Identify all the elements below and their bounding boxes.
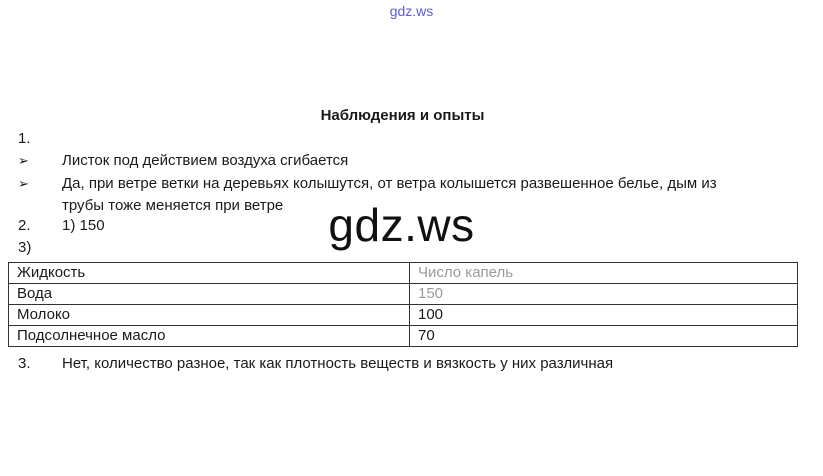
table-header-liquid: Жидкость xyxy=(9,263,410,284)
table-cell-liquid: Вода xyxy=(9,284,410,305)
table-cell-drops: 70 xyxy=(410,326,798,347)
table-row xyxy=(9,326,798,347)
table-header-row xyxy=(9,263,798,284)
table-cell-drops: 100 xyxy=(410,305,798,326)
item-1-number: 1. xyxy=(18,130,31,147)
table-row xyxy=(9,305,798,326)
item-1-bullet-1: Листок под действием воздуха сгибается xyxy=(62,152,349,169)
center-watermark: gdz.ws xyxy=(328,199,475,251)
table-cell-liquid: Подсолнечное масло xyxy=(9,326,410,347)
item-1-bullet-2: Да, при ветре ветки на деревьях колышутся, от ветра колышется развешенное белье, дым из xyxy=(62,175,717,192)
item-1-bullet-2-continuation: трубы тоже меняется при ветре xyxy=(62,197,284,214)
table-row xyxy=(9,284,798,305)
item-2-part-3-label: 3) xyxy=(18,239,32,256)
item-3-text: Нет, количество разное, так как плотность веществ и вязкость у них различная xyxy=(62,355,614,372)
item-2-part-1: 1) 150 xyxy=(62,217,105,234)
table-cell-liquid: Молоко xyxy=(9,305,410,326)
site-watermark-top[interactable]: gdz.ws xyxy=(389,3,434,19)
section-title: Наблюдения и опыты xyxy=(320,107,485,124)
bullet-arrow-icon: ➢ xyxy=(18,153,29,168)
bullet-arrow-icon: ➢ xyxy=(18,176,29,191)
table-cell-drops: 150 xyxy=(410,284,798,305)
drops-table xyxy=(8,262,798,347)
item-2-number: 2. xyxy=(18,217,31,234)
item-3-number: 3. xyxy=(18,355,31,372)
table-header-drops: Число капель xyxy=(410,263,798,284)
